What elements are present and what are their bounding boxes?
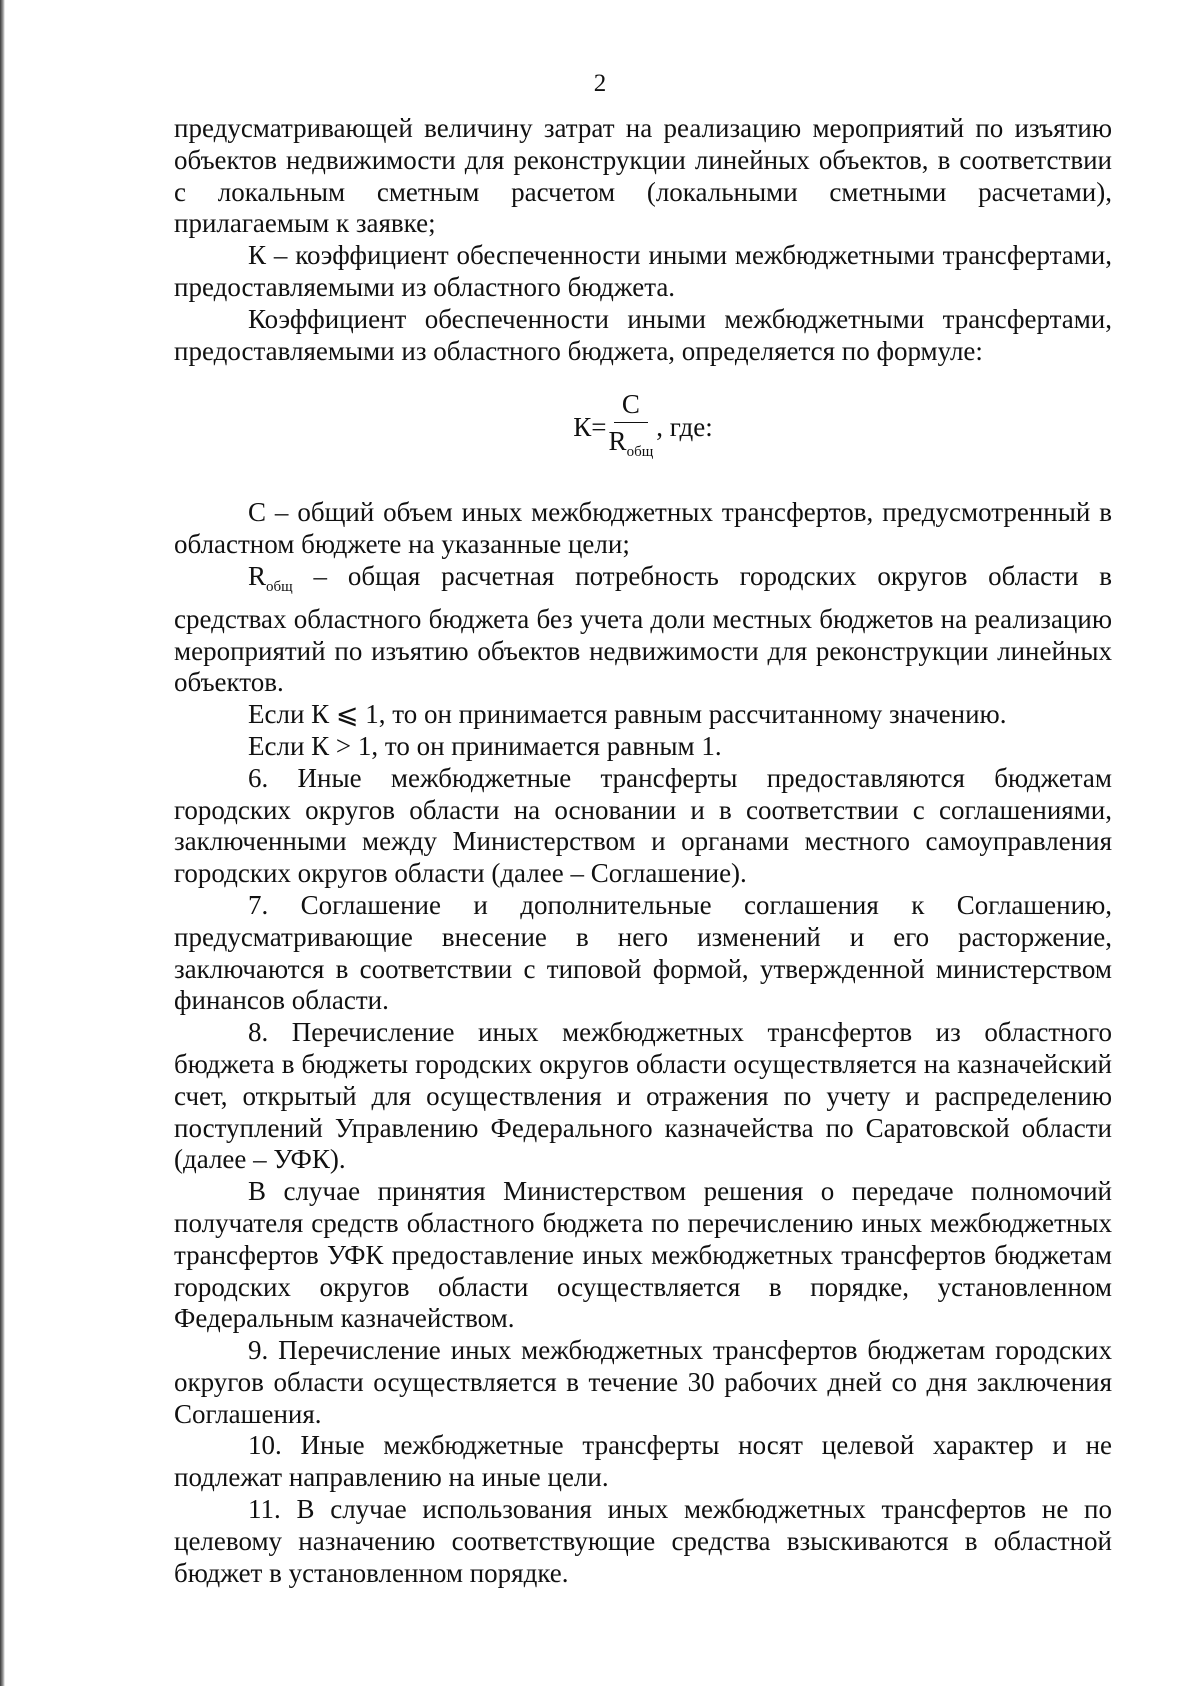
paragraph-item: 11. В случае использования иных межбюджетных трансфертов не по целевому назначению соответствующие средства взыскиваются в областной бюджет в установленном порядке. (174, 1494, 1112, 1588)
paragraph-item: 6. Иные межбюджетные трансферты предоставляются бюджетам городских округов области на основании и в соответствии с соглашениями, заключенными между Министерством и органами местного самоуправления городских округов области (далее – Соглашение). (174, 762, 1112, 889)
paragraph-k-definition: К – коэффициент обеспеченности иными межбюджетными трансфертами, предоставляемыми из областного бюджета. (174, 240, 1112, 302)
paragraph-item: Если К > 1, то он принимается равным 1. (248, 730, 722, 761)
r-definition-text: – общая расчетная потребность городских округов области в средствах областного бюджета без учета доли местных бюджетов на реализацию мероприятий по изъятию объектов недвижимости для реконструкции линейных объектов. (174, 560, 1112, 698)
formula-suffix: , где: (656, 412, 713, 443)
formula-lhs: К= (573, 412, 607, 443)
paragraph-r-definition (174, 561, 1112, 699)
paragraph-item: 9. Перечисление иных межбюджетных трансфертов бюджетам городских округов области осуществляется в течение 30 рабочих дней со дня заключения Соглашения. (174, 1335, 1112, 1429)
formula-fraction (609, 388, 654, 468)
formula-denominator (609, 423, 654, 468)
scan-edge (0, 0, 5, 1686)
paragraphs-before-formula (174, 113, 1112, 367)
paragraph-c-definition: С – общий объем иных межбюджетных трансфертов, предусмотренный в областном бюджете на указанные цели; (174, 497, 1112, 560)
paragraph-continuation: предусматривающей величину затрат на реализацию мероприятий по изъятию объектов недвижимости для реконструкции линейных объектов, в соответствии с локальным сметным расчетом (локальными сметными расчетами), прилагаемым к заявке; (174, 113, 1112, 239)
r-subscript: общ (266, 578, 293, 595)
paragraph-item: Если К ⩽ 1, то он принимается равным рассчитанному значению. (248, 699, 1007, 730)
paragraph-item: 7. Соглашение и дополнительные соглашения к Соглашению, предусматривающие внесение в него изменений и его расторжение, заключаются в соответствии с типовой формой, утвержденной министерством финансов области. (174, 889, 1112, 1016)
formula-denominator-subscript: общ (626, 444, 654, 461)
formula-denominator-symbol: R (608, 426, 627, 457)
paragraph-item: 10. Иные межбюджетные трансферты носят целевой характер и не подлежат направлению на иные цели. (174, 1430, 1112, 1493)
paragraph-k-formula-intro: Коэффициент обеспеченности иными межбюджетными трансфертами, предоставляемыми из областного бюджета, определяется по формуле: (174, 303, 1112, 366)
page-number: 2 (593, 70, 607, 97)
paragraph-item: В случае принятия Министерством решения о передаче полномочий получателя средств областного бюджета по перечислению иных межбюджетных трансфертов УФК предоставление иных межбюджетных трансфертов бюджетам городских округов области осуществляется в порядке, установленном Федеральным казначейством. (174, 1176, 1112, 1334)
paragraphs-after-formula (174, 699, 1112, 1589)
document-body (174, 113, 1112, 1589)
r-symbol: R (248, 560, 267, 591)
formula-numerator: С (614, 388, 648, 423)
k-formula (174, 373, 1112, 483)
paragraph-item: 8. Перечисление иных межбюджетных трансфертов из областного бюджета в бюджеты городских округов области осуществляется на казначейский счет, открытый для осуществления и отражения по учету и распределению поступлений Управлению Федерального казначейства по Саратовской области (далее – УФК). (174, 1017, 1112, 1175)
